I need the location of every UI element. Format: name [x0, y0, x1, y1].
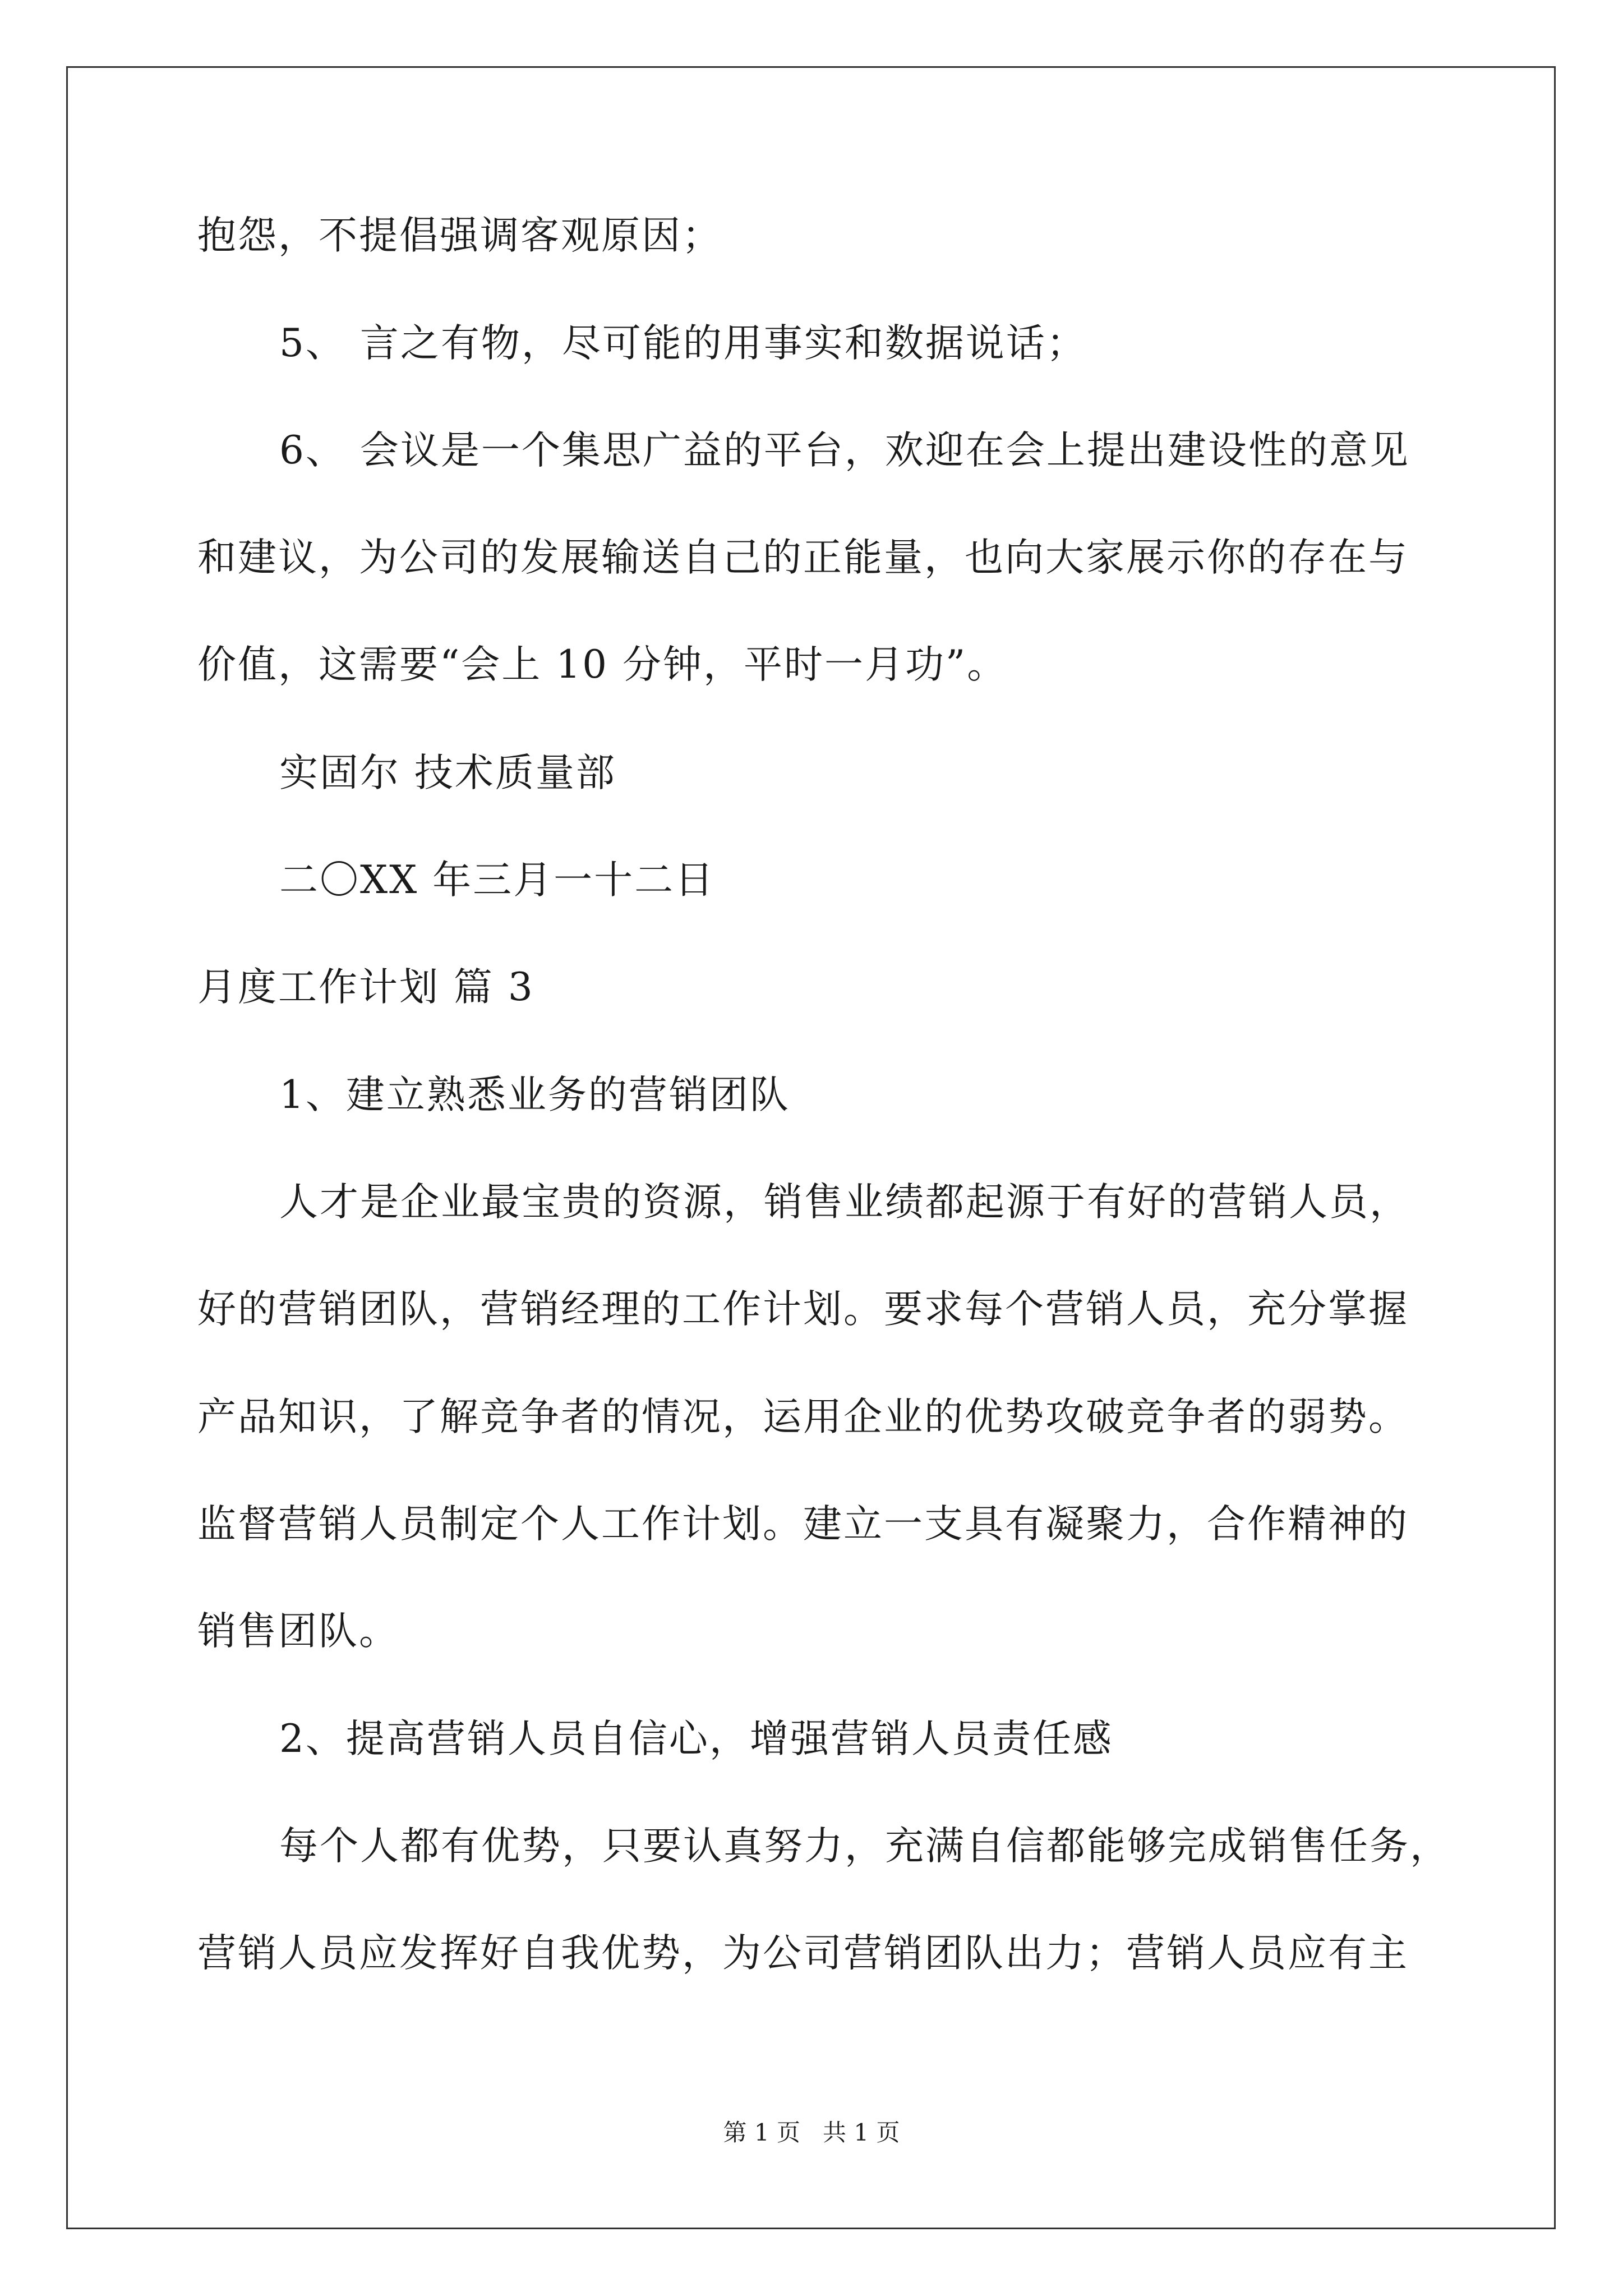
- signature-date: 二〇XX 年三月一十二日: [279, 858, 716, 903]
- body-line: 销售团队。: [197, 1609, 399, 1654]
- body-line: 价值，这需要“会上 10 分钟，平时一月功”。: [197, 642, 1008, 687]
- subsection-heading: 2、提高营销人员自信心，增强营销人员责任感: [279, 1717, 1113, 1761]
- body-line: 营销人员应发挥好自我优势，为公司营销团队出力；营销人员应有主: [197, 1931, 1409, 1976]
- body-line: 抱怨，不提倡强调客观原因；: [197, 213, 722, 258]
- body-line: 监督营销人员制定个人工作计划。建立一支具有凝聚力，合作精神的: [197, 1502, 1409, 1547]
- list-item: 5、 言之有物，尽可能的用事实和数据说话；: [279, 321, 1087, 366]
- signature-department: 实固尔 技术质量部: [279, 751, 616, 795]
- body-line: 产品知识，了解竞争者的情况，运用企业的优势攻破竞争者的弱势。: [197, 1395, 1409, 1439]
- body-line: 和建议，为公司的发展输送自己的正能量，也向大家展示你的存在与: [197, 535, 1409, 580]
- page-number-footer: 第 1 页 共 1 页: [723, 2119, 900, 2146]
- list-item: 6、 会议是一个集思广益的平台，欢迎在会上提出建设性的意见: [279, 428, 1410, 473]
- body-line: 每个人都有优势，只要认真努力，充满自信都能够完成销售任务，: [279, 1824, 1450, 1869]
- page-border: [66, 66, 1556, 2229]
- subsection-heading: 1、建立熟悉业务的营销团队: [279, 1073, 790, 1117]
- body-line: 好的营销团队，营销经理的工作计划。要求每个营销人员，充分掌握: [197, 1287, 1409, 1332]
- body-line: 人才是企业最宝贵的资源，销售业绩都起源于有好的营销人员，: [279, 1180, 1410, 1225]
- section-heading: 月度工作计划 篇 3: [197, 965, 534, 1010]
